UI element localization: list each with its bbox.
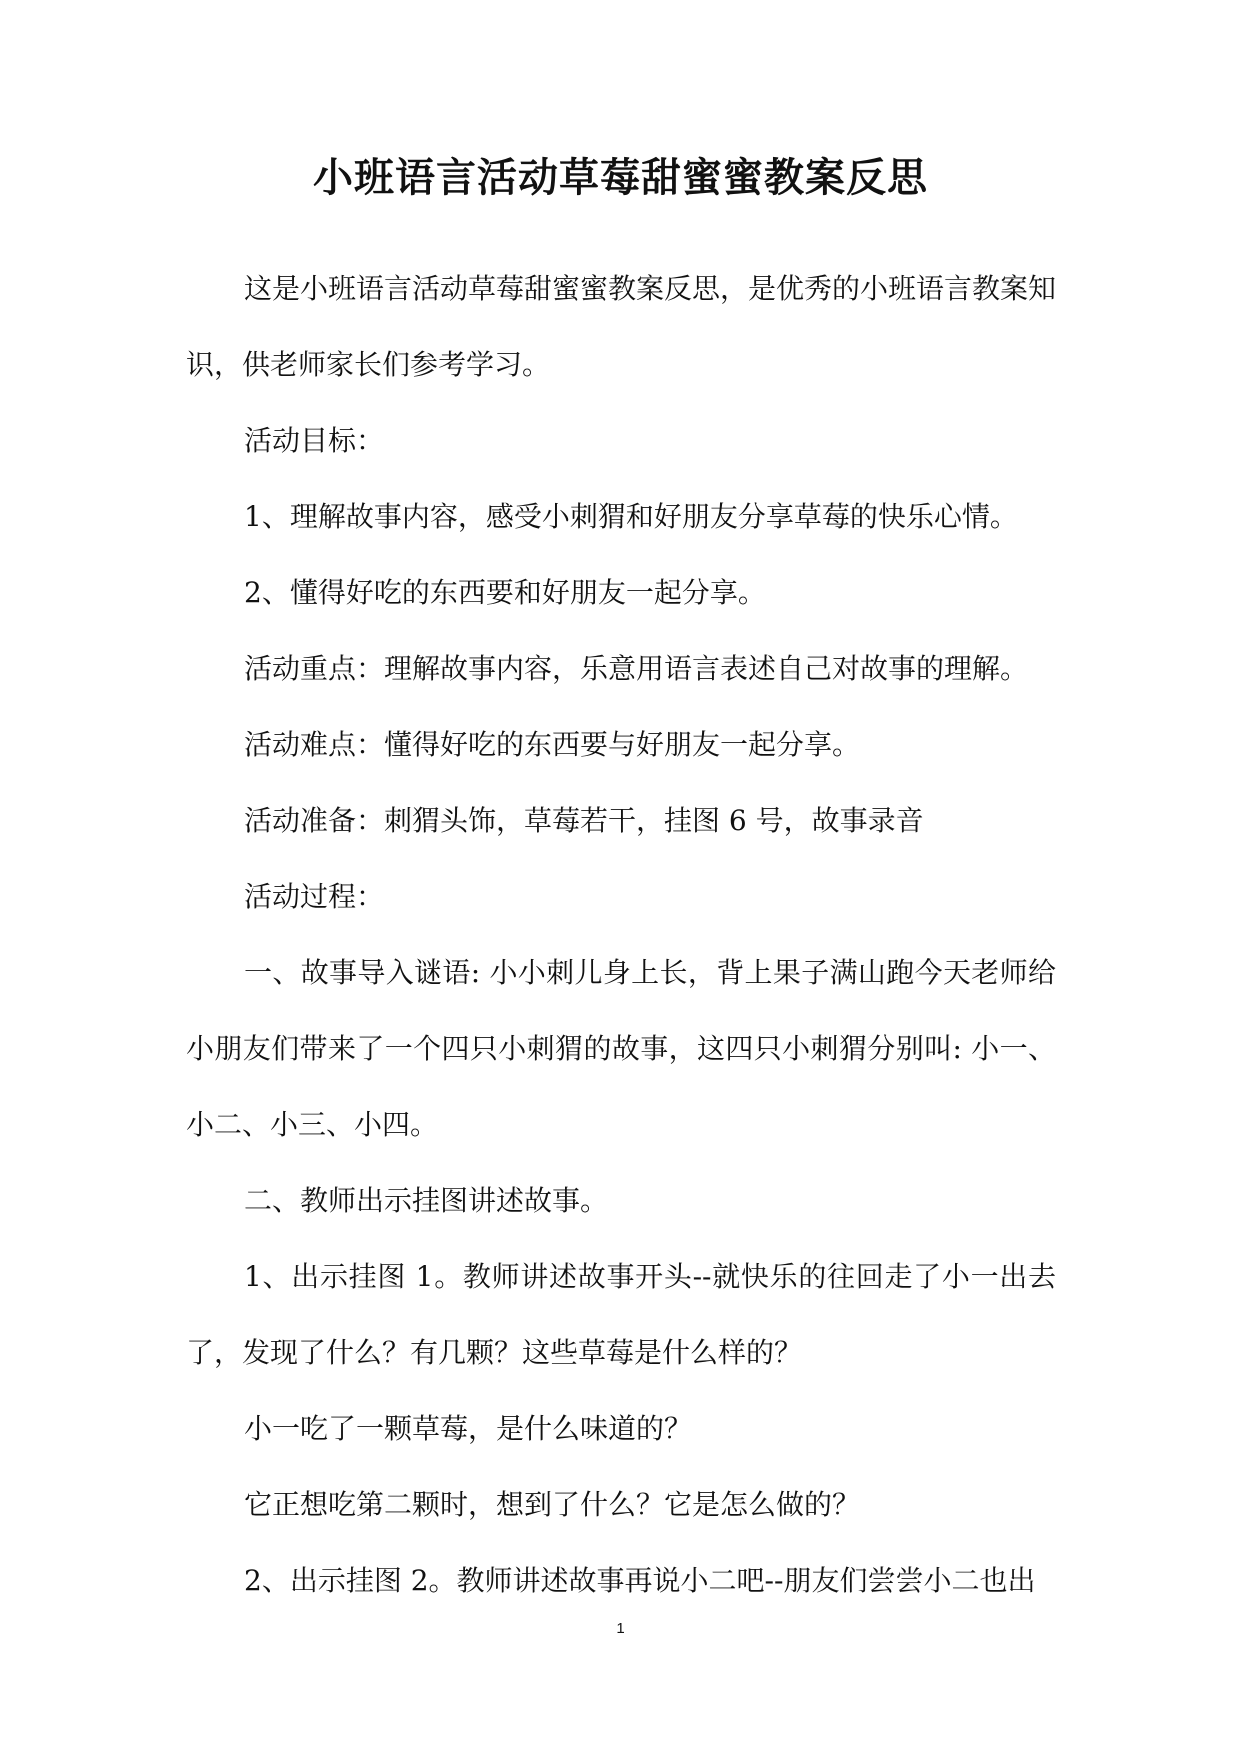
- paragraph-step-2-2: 2、出示挂图 2。教师讲述故事再说小二吧--朋友们尝尝小二也出: [244, 1564, 1036, 1597]
- paragraph-intro: 这是小班语言活动草莓甜蜜蜜教案反思，是优秀的小班语言教案知识，供老师家长们参考学习。: [186, 272, 1057, 381]
- paragraph-difficulty: 活动难点：懂得好吃的东西要与好朋友一起分享。: [244, 728, 861, 761]
- paragraph-goal-1: 1、理解故事内容，感受小刺猬和好朋友分享草莓的快乐心情。: [244, 500, 1018, 533]
- paragraph-goals-heading: 活动目标：: [244, 424, 385, 457]
- paragraph-step-2-1: 1、出示挂图 1。教师讲述故事开头--就快乐的往回走了小一出去了，发现了什么？有几颗？这些草莓是什么样的？: [186, 1260, 1056, 1369]
- page-number: 1: [616, 1620, 625, 1637]
- paragraph-question-2: 它正想吃第二颗时，想到了什么？它是怎么做的？: [244, 1488, 861, 1521]
- paragraph-process-heading: 活动过程：: [244, 880, 385, 913]
- document-body: [186, 251, 1056, 1619]
- paragraph-key-point: 活动重点：理解故事内容，乐意用语言表述自己对故事的理解。: [244, 652, 1029, 685]
- paragraph-step-2: 二、教师出示挂图讲述故事。: [244, 1184, 609, 1217]
- paragraph-step-1: 一、故事导入谜语: 小小刺儿身上长，背上果子满山跑今天老师给小朋友们带来了一个四只小刺猬的故事，这四只小刺猬分别叫: 小一、小二、小三、小四。: [186, 956, 1056, 1141]
- paragraph-preparation: 活动准备：刺猬头饰，草莓若干，挂图 6 号，故事录音: [244, 804, 924, 837]
- paragraph-question-1: 小一吃了一颗草莓，是什么味道的？: [244, 1412, 693, 1445]
- paragraph-goal-2: 2、懂得好吃的东西要和好朋友一起分享。: [244, 576, 766, 609]
- document-title: 小班语言活动草莓甜蜜蜜教案反思: [313, 154, 928, 201]
